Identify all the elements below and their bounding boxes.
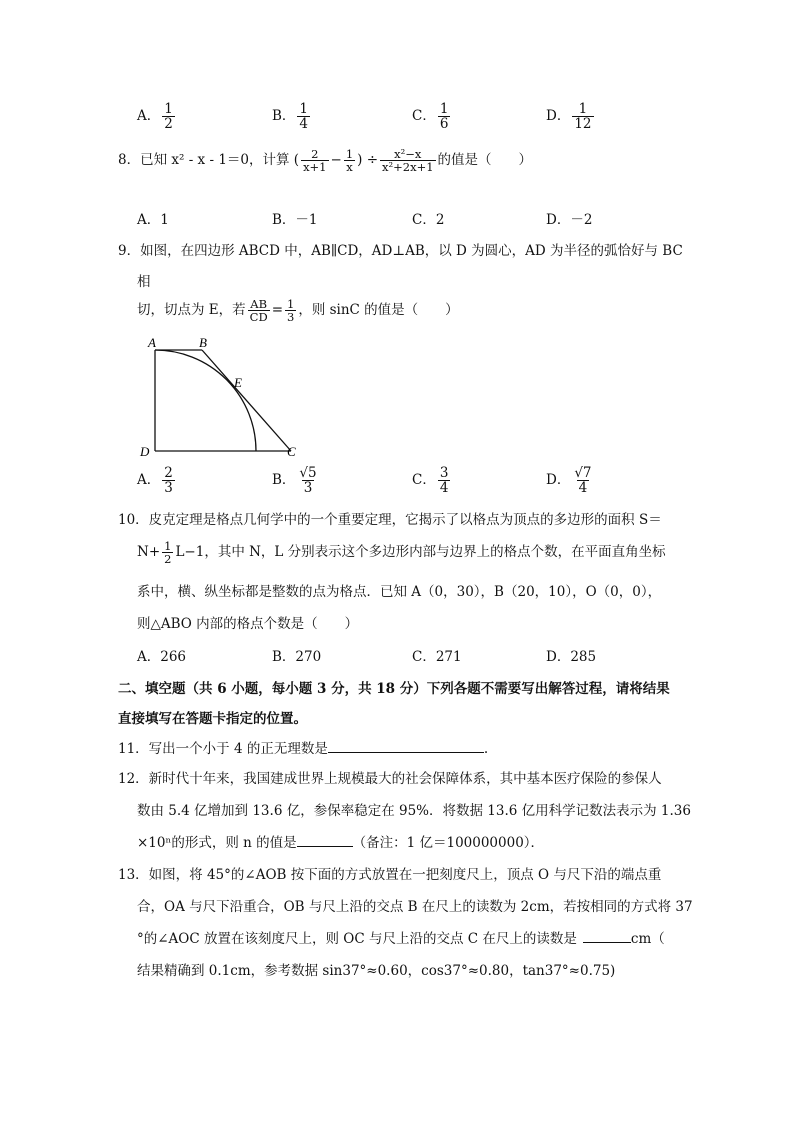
q13-line3: °的∠AOC 放置在该刻度尺上，则 OC 与尺上沿的交点 C 在尺上的读数是 cm（ bbox=[137, 927, 665, 947]
q10-line3: 系中，横、纵坐标都是整数的点为格点．已知 A（0，30），B（20，10），O（0，0）， bbox=[137, 584, 662, 600]
q13-line2: 合，OA 与尺下沿重合，OB 与尺上沿的交点 B 在尺上的读数为 2cm，若按相同的方式将 37 bbox=[137, 899, 693, 915]
label-b: B bbox=[199, 335, 207, 350]
q10-option-c: C．271 bbox=[412, 649, 462, 665]
q12-answer-blank bbox=[297, 832, 353, 847]
label-c: C bbox=[287, 444, 296, 459]
label-e: E bbox=[234, 375, 242, 390]
q10-option-d: D．285 bbox=[546, 649, 597, 665]
arc-ae bbox=[155, 350, 256, 451]
section2-heading-cont: 直接填写在答题卡指定的位置。 bbox=[118, 711, 307, 727]
q7-option-c: C． $\frac{1}{6}$ bbox=[412, 101, 449, 133]
q9-option-a: A． $\frac{2}{3}$ bbox=[137, 465, 173, 497]
q7-option-b: B． $\frac{1}{4}$ bbox=[272, 101, 309, 133]
q11-line: 11．写出一个小于 4 的正无理数是 . bbox=[118, 737, 488, 757]
q9-option-c: C． $\frac{3}{4}$ bbox=[412, 465, 449, 497]
q9-line1: 9．如图，在四边形 ABCD 中，AB∥CD，AD⊥AB，以 D 为圆心，AD 为半径的弧恰好与 BC bbox=[118, 243, 683, 259]
q10-line1: 10．皮克定理是格点几何学中的一个重要定理，它揭示了以格点为顶点的多边形的面积 S＝ bbox=[118, 512, 662, 528]
q8-option-c: C．2 bbox=[412, 212, 445, 228]
q10-option-b: B．270 bbox=[272, 649, 322, 665]
q13-line1: 13．如图，将 45°的∠AOB 按下面的方式放置在一把刻度尺上，顶点 O 与尺下沿的端点重 bbox=[118, 867, 662, 883]
q13-answer-blank bbox=[583, 928, 631, 943]
q11-answer-blank bbox=[328, 738, 484, 753]
q12-line1: 12．新时代十年来，我国建成世界上规模最大的社会保障体系，其中基本医疗保险的参保人 bbox=[118, 771, 662, 787]
q9-line2: 切，切点为 E，若 $\frac{AB}{CD}$ = $\frac{1}{3}$ ，则 sinC 的值是（ ） bbox=[137, 297, 459, 325]
q12-line2: 数由 5.4 亿增加到 13.6 亿，参保率稳定在 95%．将数据 13.6 亿用科学记数法表示为 1.36 bbox=[137, 803, 691, 819]
q8-option-d: D．－2 bbox=[546, 212, 593, 228]
q7-option-d: D． $\frac{1}{12}$ bbox=[546, 101, 592, 133]
q7-option-a: A． $\frac{1}{2}$ bbox=[137, 101, 173, 133]
q9-option-b: B． $\frac{√5}{3}$ bbox=[272, 465, 317, 497]
label-a: A bbox=[148, 335, 156, 350]
q9-option-d: D． $\frac{√7}{4}$ bbox=[546, 465, 592, 497]
q12-line3: ×10ⁿ的形式，则 n 的值是 （备注：1 亿＝100000000）． bbox=[137, 831, 544, 851]
segment-bc bbox=[202, 350, 291, 451]
q9-line1b: 相 bbox=[137, 274, 151, 290]
q10-line2: N+ $\frac{1}{2}$ L−1，其中 N，L 分别表示这个多边形内部与边界上的格点个数，在平面直角坐标 bbox=[137, 539, 666, 567]
q8-option-b: B．－1 bbox=[272, 212, 318, 228]
q8-option-a: A．1 bbox=[137, 212, 169, 228]
section2-heading: 二、填空题（共 6 小题，每小题 3 分，共 18 分）下列各题不需要写出解答过程，请将结果 bbox=[118, 681, 670, 697]
q10-option-a: A．266 bbox=[137, 649, 187, 665]
q13-line4: 结果精确到 0.1cm，参考数据 sin37°≈0.60，cos37°≈0.80，tan37°≈0.75) bbox=[137, 963, 616, 979]
q10-line4: 则△ABO 内部的格点个数是（ ） bbox=[137, 616, 359, 632]
q8-stem: 8．已知 x² - x - 1＝0，计算 ( $\frac{2}{x+1}$ − $\frac{1}{x}$ ) ÷ $\frac{\text{x²−x}}{\text{x²+2x+1}}$ 的值是（ ） bbox=[118, 147, 533, 175]
label-d: D bbox=[140, 444, 150, 459]
q9-figure bbox=[138, 334, 308, 462]
